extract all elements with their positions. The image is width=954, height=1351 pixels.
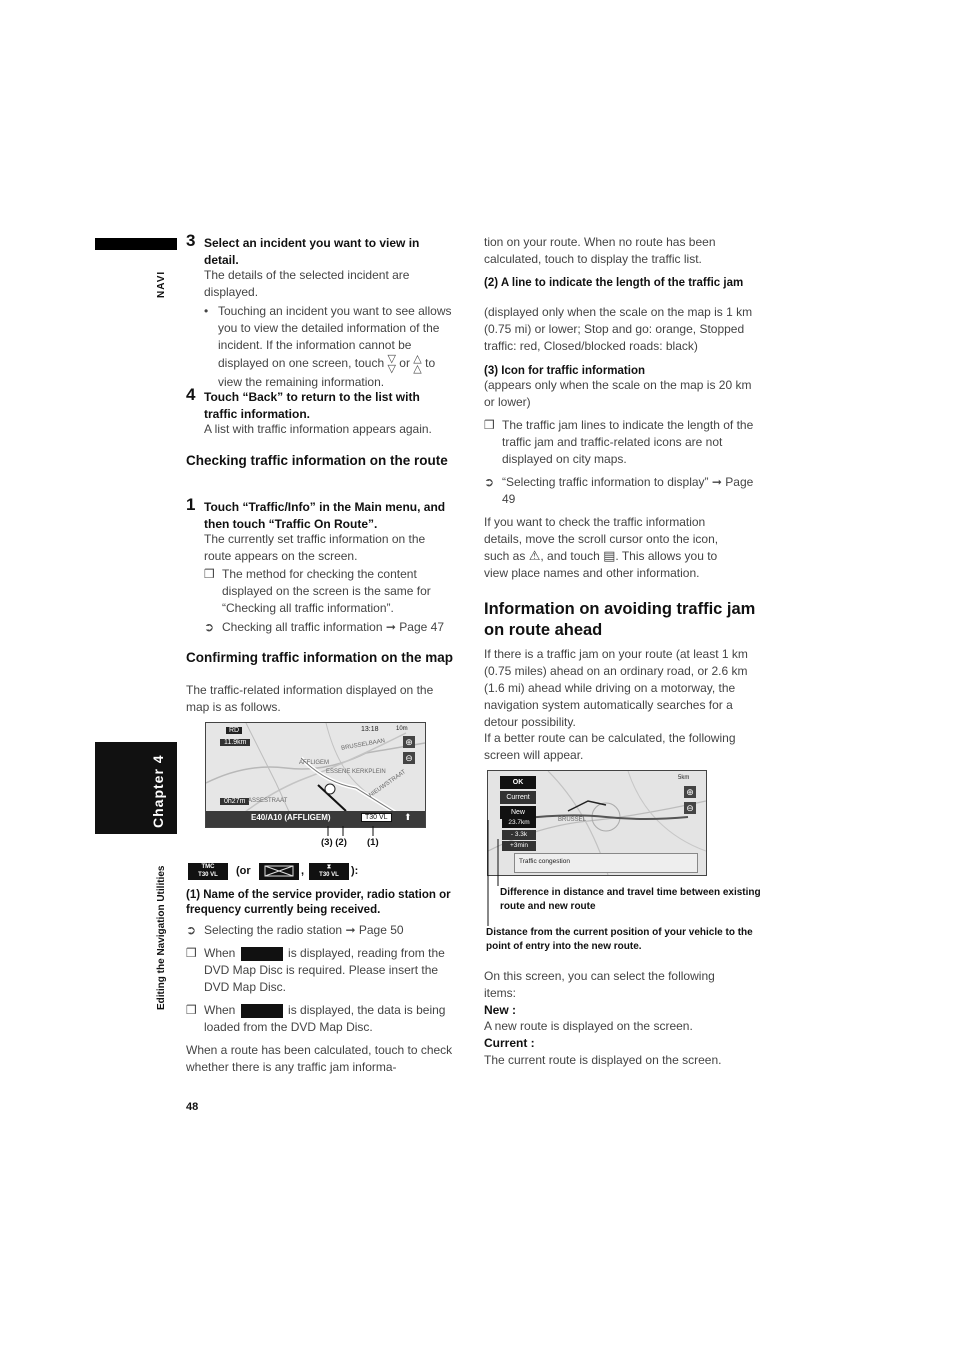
reference-page[interactable]: Page 50 xyxy=(358,923,404,937)
time-difference: +3min xyxy=(502,841,536,851)
arrow-icon: ➞ xyxy=(385,620,396,634)
item-2-heading: (2) A line to indicate the length of the traffic jam xyxy=(484,277,744,289)
note-checkbox-icon: ❒ xyxy=(484,418,495,432)
place-label-3: ESSENE KERKPLEIN xyxy=(326,769,386,775)
place-label-2: AFFLIGEM xyxy=(299,760,330,766)
item-1-heading: (1) Name of the service provider, radio station or frequency currently being received. xyxy=(186,889,451,916)
current-button[interactable]: Current xyxy=(500,791,536,804)
no-disc-note xyxy=(186,945,458,996)
details-text-c: . This allows you to view place names and other information. xyxy=(484,549,718,580)
arrow-icon: ➞ xyxy=(345,923,356,937)
reference-link[interactable]: Selecting the radio station xyxy=(204,923,343,937)
navi-label: NAVI xyxy=(156,270,167,298)
place-label-5: ASSESTRAAT xyxy=(248,798,288,804)
note-rest: is displayed, reading from the DVD Map Disc is required. Please insert the DVD Map Disc. xyxy=(204,946,445,994)
section-label: Editing the Navigation Utilities xyxy=(156,865,167,1010)
step-4-description: A list with traffic information appears again. xyxy=(204,422,432,436)
icon-row-end: ): xyxy=(351,865,359,877)
confirming-description: The traffic-related information displayed on the map is as follows. xyxy=(186,683,434,714)
current-label: Current : xyxy=(484,1036,535,1050)
note-checkbox-icon: ❒ xyxy=(204,567,215,581)
reference-arrow-icon: ➲ xyxy=(186,923,197,937)
info-list-icon: ▤ xyxy=(603,549,616,564)
display-reference xyxy=(484,474,760,508)
note-checkbox-icon: ❒ xyxy=(186,1003,197,1017)
page-number: 48 xyxy=(186,1101,199,1113)
detour-map-screenshot xyxy=(487,770,707,876)
scroll-up-icon: △ △ xyxy=(413,352,422,375)
arrow-icon: ➞ xyxy=(711,475,722,489)
loading-icon: ⧗ T30 VL xyxy=(309,863,349,880)
road-name: E40/A10 (AFFLIGEM) xyxy=(251,813,331,822)
step-1-note xyxy=(204,566,458,617)
place-label: BRUSSEL xyxy=(558,817,587,823)
new-description: A new route is displayed on the screen. xyxy=(484,1019,693,1033)
checking-heading: Checking traffic information on the route xyxy=(186,453,448,468)
traffic-message-bar xyxy=(514,853,698,873)
scale-readout: 10m xyxy=(396,726,408,732)
reference-page[interactable]: Page 49 xyxy=(502,475,754,506)
note-when: When xyxy=(204,1003,236,1017)
icon-row-comma: , xyxy=(301,865,305,877)
step-1-number: 1 xyxy=(186,495,196,514)
reference-link[interactable]: Checking all traffic information xyxy=(222,620,383,634)
zoom-out-icon[interactable]: ⊖ xyxy=(403,752,415,764)
tmc-station-tag: T30 VL xyxy=(361,813,392,822)
step-3-title: Select an incident you want to view in detail. xyxy=(204,236,420,267)
details-text-a: If you want to check the traffic information details, move the scroll cursor onto the icon, such as xyxy=(484,515,719,563)
new-button[interactable]: New xyxy=(500,806,536,819)
no-disc-icon xyxy=(259,863,299,880)
reference-page[interactable]: Page 47 xyxy=(399,620,444,634)
current-description: The current route is displayed on the screen. xyxy=(484,1053,722,1067)
note-rest: is displayed, the data is being loaded from the DVD Map Disc. xyxy=(204,1003,446,1034)
map-callout-lines xyxy=(205,826,424,844)
step-1-reference xyxy=(204,619,466,636)
distance-readout: 11.9km xyxy=(220,739,250,746)
clock-readout: 13:18 xyxy=(361,726,379,733)
detour-callout-lines xyxy=(482,815,502,875)
step-3-number: 3 xyxy=(186,231,196,250)
scroll-down-icon: ▽ ▽ xyxy=(387,352,396,375)
avoid-heading: Information on avoiding traffic jam on route ahead xyxy=(484,600,756,639)
scale-readout: 5km xyxy=(678,775,690,781)
distance-difference: - 3.3k xyxy=(502,830,536,840)
caption-difference: Difference in distance and travel time between existing route and new route xyxy=(500,887,761,912)
zoom-out-icon[interactable]: ⊖ xyxy=(684,802,696,814)
reference-link[interactable]: “Selecting traffic information to display” xyxy=(502,475,709,489)
step-3-description: The details of the selected incident are displayed. xyxy=(204,268,410,299)
zoom-in-icon[interactable]: ⊕ xyxy=(403,736,415,748)
eta-readout: 0h27m xyxy=(220,798,249,805)
place-label-1: BRUSSELBAAN xyxy=(340,738,386,752)
reference-arrow-icon: ➲ xyxy=(204,620,215,634)
bullet-text-a: Touching an incident you want to see allows you to view the detailed information of the incident. If the information cannot be displayed on one screen, touch xyxy=(218,304,452,371)
item-2-description: (displayed only when the scale on the map is 1 km (0.75 mi) or lower; Stop and go: orange, Stopped traffic: red, Closed/blocked roads: black) xyxy=(484,305,753,353)
traffic-map-screenshot xyxy=(205,722,426,828)
rd-badge: RD xyxy=(226,727,242,734)
detour-callout-lines-lower xyxy=(482,874,502,934)
note-checkbox-icon: ❒ xyxy=(186,946,197,960)
reference-arrow-icon: ➲ xyxy=(484,475,495,489)
confirming-heading: Confirming traffic information on the map xyxy=(186,650,453,665)
bullet-or: or xyxy=(399,356,410,371)
continued-paragraph: tion on your route. When no route has been calculated, touch to display the traffic list. xyxy=(484,235,716,266)
note-when: When xyxy=(204,946,236,960)
item-3-heading: (3) Icon for traffic information xyxy=(484,365,645,377)
details-text-b: , and touch xyxy=(540,549,600,563)
tmc-icon: TMC T30 VL xyxy=(188,863,228,880)
new-label: New : xyxy=(484,1003,517,1017)
note-text: The method for checking the content displayed on the screen is the same for “Checking all traffic information”. xyxy=(222,567,431,615)
caption-distance: Distance from the current position of your vehicle to the point of entry into the new route. xyxy=(486,927,753,952)
chapter-label: Chapter 4 xyxy=(150,754,166,828)
traffic-warning-icon: ⚠ xyxy=(528,549,541,564)
bullet-text-b: to view the remaining information. xyxy=(218,356,436,389)
step-1-title: Touch “Traffic/Info” in the Main menu, and then touch “Traffic On Route”. xyxy=(204,500,446,531)
loading-icon-inline xyxy=(241,1004,283,1018)
compass-icon[interactable]: ⬆ xyxy=(404,812,412,822)
step-1-description: The currently set traffic information on the route appears on the screen. xyxy=(204,532,426,563)
step-4-number: 4 xyxy=(186,385,196,404)
no-disc-icon-inline xyxy=(241,947,283,961)
navi-tab-bar xyxy=(95,238,177,250)
callout-label-3-2: (3) (2) xyxy=(321,837,347,848)
route-distance: 23.7km xyxy=(502,818,536,828)
callout-label-1: (1) xyxy=(367,837,379,848)
place-label-4: NIEUWSTRAAT xyxy=(368,769,408,799)
loading-note xyxy=(186,1002,458,1036)
traffic-message-text: Traffic congestion xyxy=(519,858,570,865)
details-paragraph xyxy=(484,514,744,582)
step-3-bullet: • Touching an incident you want to see allows you to view the detailed information of the incident. If the information cannot be displayed on one screen, touch ▽ ▽ or △ △ to view the remaining information. xyxy=(204,304,452,389)
icon-row-or: (or xyxy=(236,865,251,877)
tmc-icon-row xyxy=(186,862,466,882)
avoid-paragraph-1: If there is a traffic jam on your route (at least 1 km (0.75 miles) ahead on an ordinary road, or 2.6 km (1.6 mi) ahead while driving on a motorway, the navigation system automatically searches for a detour possibility. xyxy=(484,647,748,729)
route-paragraph: When a route has been calculated, touch to check whether there is any traffic jam informa- xyxy=(186,1043,453,1074)
item-3-description: (appears only when the scale on the map is 20 km or lower) xyxy=(484,378,752,409)
item-1-reference xyxy=(186,922,456,939)
step-4-title: Touch “Back” to return to the list with traffic information. xyxy=(204,390,420,421)
ok-button[interactable]: OK xyxy=(500,776,536,789)
city-map-note xyxy=(484,417,760,468)
select-paragraph: On this screen, you can select the following items: xyxy=(484,969,715,1000)
avoid-paragraph-2: If a better route can be calculated, the following screen will appear. xyxy=(484,731,736,762)
note-text: The traffic jam lines to indicate the length of the traffic jam and traffic-related icons are not displayed on city maps. xyxy=(502,418,754,466)
zoom-in-icon[interactable]: ⊕ xyxy=(684,786,696,798)
